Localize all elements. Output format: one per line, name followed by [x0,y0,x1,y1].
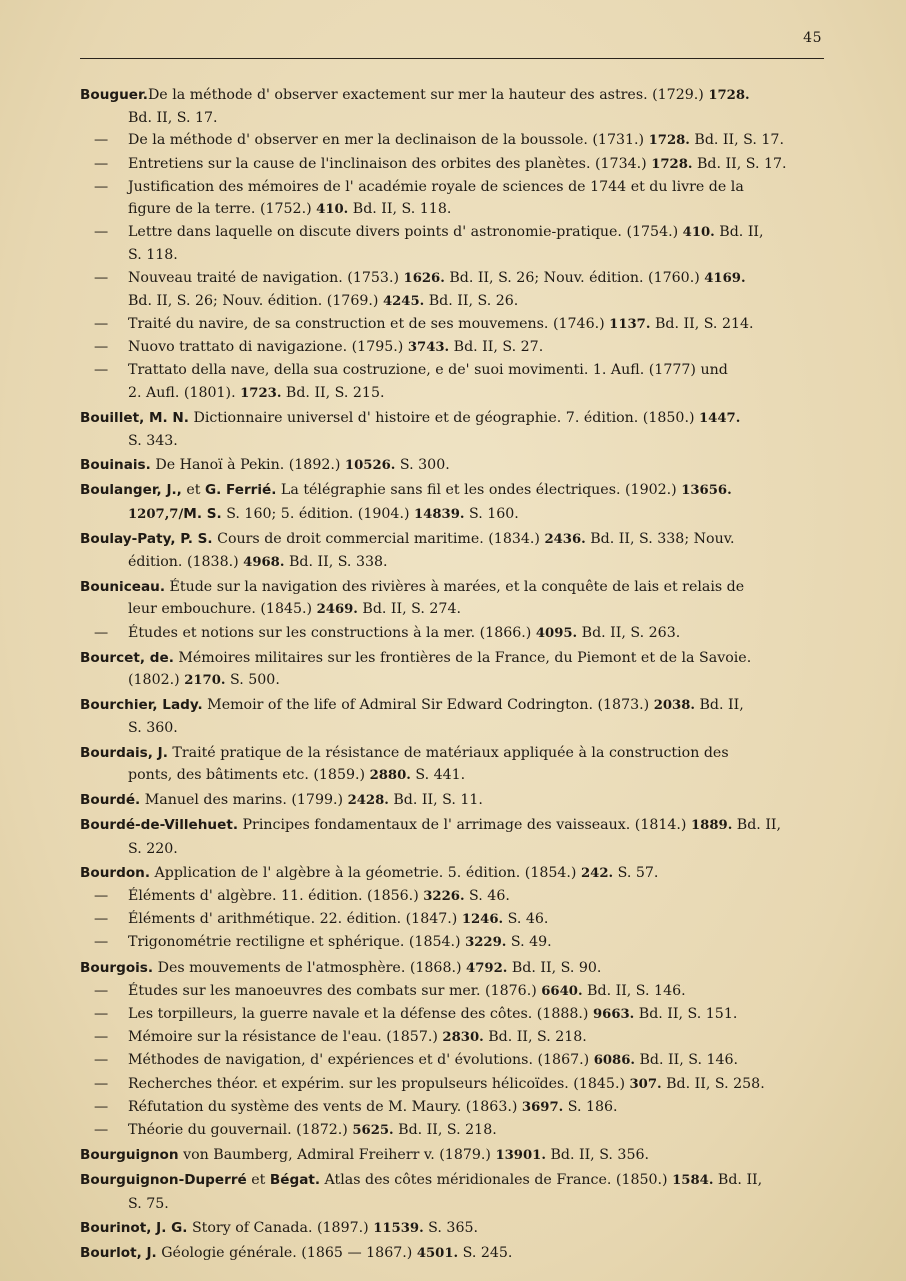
entry-text: S. 49. [506,934,552,951]
ditto-dash: — [94,178,109,195]
entry-text: Des mouvements de l'atmosphère. (1868.) [153,959,467,976]
entry-text: Bd. II, S. 214. [650,316,754,333]
ditto-dash: — [94,224,109,241]
author-name: Boulanger, J., [80,482,182,499]
entry-first-line [80,454,828,477]
sub-entry-continuation-line [80,244,828,266]
author-name: Bourdais, J. [80,744,168,761]
sub-entry-line [80,176,828,198]
bibliography-entry [80,1144,828,1167]
entry-first-line [80,862,828,885]
bibliography-entry [80,454,828,477]
entry-text: Bd. II, S. 151. [634,1005,738,1022]
entry-first-line [80,694,828,717]
ditto-dash: — [94,982,109,999]
catalog-number: 13656. [681,483,732,499]
catalog-number: 410. [316,202,349,218]
entry-text: Théorie du gouvernail. (1872.) [128,1121,353,1138]
ditto-dash: — [94,624,109,641]
catalog-number: 6640. [541,983,583,999]
entry-text: S. 186. [563,1098,618,1115]
bibliography-entries [80,84,828,1267]
entry-text: S. 75. [128,1195,169,1212]
sub-entry-line [80,313,828,336]
entry-text: von Baumberg, Admiral Freiherr v. (1879.) [178,1147,496,1164]
entry-text: Mémoires militaires sur les frontières de la France, du Piemont et de la Savoie. [173,649,752,666]
entry-first-line [80,479,828,502]
entry-text: Cours de droit commercial maritime. (1834.) [212,530,545,547]
catalog-number: 1137. [609,317,651,333]
entry-continuation-line [80,669,828,692]
entry-text: figure de la terre. (1752.) [128,201,317,218]
entry-text: Réfutation du système des vents de M. Maury. (1863.) [128,1098,522,1115]
entry-text: Trattato della nave, della sua costruzione, e de' suoi movimenti. 1. Aufl. (1777) und [128,362,728,379]
entry-text: Bd. II, S. 218. [393,1121,497,1138]
sub-entry-line [80,885,828,908]
entry-text: Bd. II, S. 17. [692,155,787,172]
entry-text: Nouveau traité de navigation. (1753.) [128,269,404,286]
catalog-number: 1728. [651,156,693,172]
entry-text: Les torpilleurs, la guerre navale et la défense des côtes. (1888.) [128,1005,593,1022]
catalog-number: 3226. [423,888,465,904]
ditto-dash: — [94,911,109,928]
entry-text: S. 220. [128,840,178,857]
entry-text: Trigonométrie rectiligne et sphérique. (1854.) [128,934,466,951]
entry-text: Principes fondamentaux de l' arrimage des vaisseaux. (1814.) [238,817,691,834]
bibliography-entry [80,814,828,859]
catalog-number: 1246. [461,912,504,928]
catalog-number: 2038. [653,698,695,714]
entry-text: De la méthode d' observer exactement sur mer la hauteur des astres. (1729.) [147,87,709,103]
entry-text: Bd. II, S. 215. [281,384,385,401]
entry-first-line [80,1242,828,1265]
entry-text: S. 441. [410,766,466,783]
catalog-number: 2469. [316,602,358,618]
catalog-number: 1889. [690,818,733,834]
author-name: Bourdon. [80,864,150,881]
catalog-number: 1728. [648,133,690,149]
catalog-number: 1723. [240,385,282,401]
entry-text: S. 46. [464,887,510,904]
entry-text: S. 343. [128,433,178,450]
entry-text: La télégraphie sans fil et les ondes électriques. (1902.) [276,482,682,499]
entry-first-line [80,789,828,812]
bibliography-entry [80,742,828,787]
entry-text: De la méthode d' observer en mer la declinaison de la boussole. (1731.) [128,132,649,149]
entry-text: Étude sur la navigation des rivières à marées, et la conquête de lais et relais de [165,579,745,596]
page-number: 45 [803,30,822,46]
entry-continuation-line [80,551,828,574]
entry-text: S. 365. [423,1219,479,1236]
entry-text: Bd. II, S. 146. [582,982,686,999]
entry-continuation-line [80,717,828,739]
entry-text: Memoir of the life of Admiral Sir Edward Codrington. (1873.) [202,697,654,714]
author-name: Bourgois. [80,959,154,976]
sub-entry-line [80,267,828,290]
entry-first-line [80,528,828,551]
entry-text: S. 245. [458,1244,513,1261]
catalog-number: 4792. [466,960,508,976]
catalog-number: 4169. [704,270,746,286]
catalog-number: 14839. [414,506,465,522]
sub-entry-line [80,1003,828,1026]
entry-text: Bd. II, [714,224,764,241]
ditto-dash: — [94,934,109,951]
entry-first-line [80,814,828,837]
sub-entry-line [80,153,828,176]
catalog-number: 242. [580,865,614,881]
entry-text: Bd. II, [713,1172,763,1189]
catalog-number: 9663. [592,1006,635,1022]
entry-text: S. 46. [503,911,549,928]
bibliography-entry [80,647,828,692]
ditto-dash: — [94,269,109,286]
entry-text: Bd. II, S. 146. [634,1052,739,1069]
entry-text: S. 118. [128,247,178,264]
catalog-number: 3697. [521,1099,564,1115]
author-name: Bourcet, de. [80,649,174,666]
entry-continuation-line [80,598,828,621]
catalog-number: 3743. [407,340,450,356]
catalog-number: 4968. [243,555,285,571]
catalog-number: 6086. [593,1053,635,1069]
entry-continuation-line [80,838,828,860]
entry-first-line [80,647,828,669]
entry-first-line [80,1169,828,1192]
entry-text: Éléments d' arithmétique. 22. édition. (1847.) [128,911,462,928]
catalog-number: 3229. [465,935,507,951]
entry-text: et [181,482,205,499]
entry-text: Bd. II, S. 26; Nouv. édition. (1760.) [444,269,705,286]
ditto-dash: — [94,1121,109,1138]
ditto-dash: — [94,155,109,172]
catalog-number: 13901. [495,1148,546,1164]
entry-text: Atlas des côtes méridionales de France. (1850.) [320,1172,673,1189]
entry-text: 2. Aufl. (1801). [128,384,241,401]
bibliography-entry [80,1169,828,1214]
sub-entry-line [80,1073,828,1096]
entry-text: Bd. II, S. 17. [128,110,218,127]
entry-text: Manuel des marins. (1799.) [140,792,348,809]
ditto-dash: — [94,1098,109,1115]
bibliography-entry [80,694,828,739]
author-name: Bourdé. [80,792,141,809]
author-name: Bourinot, J. G. [80,1219,188,1236]
bibliography-entry [80,862,828,955]
entry-text: Éléments d' algèbre. 11. édition. (1856.) [128,887,424,904]
entry-text: Mémoire sur la résistance de l'eau. (1857.) [128,1029,443,1046]
entry-text: Bd. II, [694,697,744,714]
coauthor-name: Bégat. [269,1172,321,1189]
catalog-number: 1447. [699,410,741,426]
sub-entry-line [80,1049,828,1072]
catalog-number: 1626. [403,270,445,286]
entry-text: Bd. II, S. 258. [661,1075,765,1092]
coauthor-name: M. S. [183,505,222,522]
sub-entry-line [80,980,828,1003]
entry-text: Nuovo trattato di navigazione. (1795.) [128,339,408,356]
catalog-number: 1207,7/ [128,506,184,522]
catalog-number: 1728. [708,88,750,103]
entry-continuation-line [80,430,828,452]
entry-first-line [80,742,828,764]
catalog-number: 4095. [535,625,578,641]
entry-text: Application de l' algèbre à la géometrie. 5. édition. (1854.) [150,864,581,881]
sub-entry-continuation-line [80,382,828,405]
entry-text: Bd. II, S. 90. [507,959,602,976]
entry-text: et [246,1172,270,1189]
entry-text: Bd. II, S. 27. [449,339,544,356]
entry-text: Recherches théor. et expérim. sur les propulseurs hélicoïdes. (1845.) [128,1075,630,1092]
entry-text: édition. (1838.) [128,554,244,571]
entry-text: Story of Canada. (1897.) [187,1219,374,1236]
ditto-dash: — [94,1029,109,1046]
bibliography-entry [80,1217,828,1240]
entry-text: (1802.) [128,672,185,689]
sub-entry-continuation-line [80,290,828,313]
catalog-number: 2830. [442,1030,484,1046]
header-rule [80,58,824,59]
entry-text: Bd. II, S. 338. [284,554,388,571]
entry-text: Bd. II, S. 11. [388,792,483,809]
catalog-number: 2170. [184,673,226,689]
entry-text: Bd. II, S. 26; Nouv. édition. (1769.) [128,292,383,309]
entry-text: S. 300. [395,457,450,474]
entry-text: Dictionnaire universel d' histoire et de géographie. 7. édition. (1850.) [188,409,699,426]
entry-continuation-line [80,764,828,787]
author-name: Bouniceau. [80,579,166,596]
author-name: Boulay-Paty, P. S. [80,530,213,547]
bibliography-entry [80,957,828,1143]
author-name: Bouinais. [80,457,151,474]
bibliography-entry [80,407,828,452]
sub-entry-line [80,359,828,381]
entry-first-line [80,1144,828,1167]
catalog-number: 10526. [344,458,396,474]
entry-text: Bd. II, S. 263. [577,624,681,641]
bibliography-entry [80,528,828,574]
entry-text: Études sur les manoeuvres des combats sur mer. (1876.) [128,982,542,999]
sub-entry-line [80,622,828,645]
entry-text: Méthodes de navigation, d' expériences et d' évolutions. (1867.) [128,1052,594,1069]
entry-first-line [80,957,828,980]
sub-entry-line [80,931,828,954]
entry-text: Bd. II, S. 218. [483,1029,587,1046]
bibliography-entry [80,84,828,405]
sub-entry-continuation-line [80,198,828,221]
entry-first-line [80,407,828,430]
catalog-number: 1584. [672,1173,714,1189]
sub-entry-line [80,1096,828,1119]
sub-entry-line [80,908,828,931]
sub-entry-line [80,1026,828,1049]
author-name: Bourguignon-Duperré [80,1172,247,1189]
entry-text: Géologie générale. (1865 — 1867.) [156,1244,417,1261]
bibliography-entry [80,1242,828,1265]
sub-entry-line [80,1119,828,1142]
entry-text: Bd. II, S. 26. [424,292,519,309]
entry-text: Bd. II, S. 356. [545,1147,650,1164]
author-name: Bourlot, J. [80,1244,157,1261]
author-name: Bouillet, M. N. [80,409,189,426]
catalog-number: 410. [682,225,715,241]
entry-text: Bd. II, S. 17. [689,132,784,149]
coauthor-name: G. Ferrié. [204,482,277,499]
ditto-dash: — [94,1005,109,1022]
catalog-number: 4245. [382,293,425,309]
ditto-dash: — [94,362,109,379]
entry-text: Lettre dans laquelle on discute divers points d' astronomie-pratique. (1754.) [128,224,683,241]
sub-entry-line [80,221,828,244]
entry-text: Bd. II, S. 274. [357,601,461,618]
entry-text: Bd. II, S. 118. [348,201,452,218]
sub-entry-line [80,129,828,152]
entry-continuation-line [80,107,828,129]
entry-text: ponts, des bâtiments etc. (1859.) [128,766,370,783]
ditto-dash: — [94,339,109,356]
entry-first-line [80,1217,828,1240]
catalog-number: 2880. [369,767,411,783]
entry-continuation-line [80,1193,828,1215]
entry-text: S. 360. [128,720,178,737]
entry-text: S. 160. [464,505,519,522]
ditto-dash: — [94,1075,109,1092]
entry-text: S. 500. [225,672,280,689]
ditto-dash: — [94,132,109,149]
catalog-number: 2428. [347,793,389,809]
entry-first-line [80,84,828,107]
catalog-number: 11539. [373,1220,424,1236]
entry-text: Justification des mémoires de l' académie royale de sciences de 1744 et du livre de la [128,178,744,195]
bibliography-entry [80,479,828,525]
author-name: Bourdé-de-Villehuet. [80,817,238,834]
entry-text: Traité du navire, de sa construction et de ses mouvemens. (1746.) [128,316,610,333]
catalog-number: 5625. [352,1122,394,1138]
entry-text: Entretiens sur la cause de l'inclinaison des orbites des planètes. (1734.) [128,155,652,172]
entry-text: S. 160; 5. édition. (1904.) [221,505,414,522]
entry-text: Bd. II, S. 338; Nouv. [585,530,735,547]
catalog-number: 2436. [544,531,586,547]
catalog-number: 307. [629,1076,662,1092]
entry-text: Bd. II, [732,817,782,834]
entry-first-line [80,576,828,598]
bibliography-entry [80,789,828,812]
entry-text: S. 57. [613,864,659,881]
entry-text: Études et notions sur les constructions à la mer. (1866.) [128,624,536,641]
catalog-number: 4501. [416,1245,459,1261]
ditto-dash: — [94,887,109,904]
entry-text: De Hanoï à Pekin. (1892.) [150,457,345,474]
author-name: Bouguer. [80,87,148,103]
author-name: Bourguignon [80,1147,179,1164]
sub-entry-line [80,336,828,359]
author-name: Bourchier, Lady. [80,697,203,714]
ditto-dash: — [94,1052,109,1069]
entry-text: leur embouchure. (1845.) [128,601,317,618]
ditto-dash: — [94,316,109,333]
entry-continuation-line [80,503,828,526]
entry-text: Traité pratique de la résistance de matériaux appliquée à la construction des [167,744,729,761]
bibliography-entry [80,576,828,645]
